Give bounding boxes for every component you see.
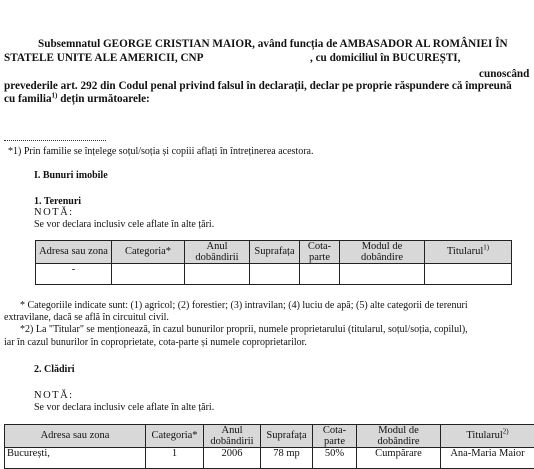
table-row (36, 264, 512, 285)
note-categories-b: extravilane, dacă se află în circuitul civil. (4, 312, 169, 323)
footnote-family: *1) Prin familie se înțelege soțul/soția și copiii aflați în întreținerea acestora. (8, 146, 313, 157)
land-col-owner-sup: 1) (483, 244, 489, 252)
bld-cell-area: 78 mp (261, 448, 313, 469)
land-cell-area (250, 264, 300, 285)
bld-cell-mode: Cumpărare (357, 448, 441, 469)
land-col-year: Anul dobândirii (185, 241, 250, 264)
section-2-nota-text: Se vor declara inclusiv cele aflate în alte țări. (34, 402, 214, 413)
section-2-nota-label: NOTĂ: (34, 390, 74, 401)
bld-col-owner (441, 425, 534, 448)
note-titular-a: *2) La "Titular" se menționează, în cazul bunurilor proprii, numele proprietarului (titularul, soțul/soția, copilul), (20, 324, 468, 335)
bld-col-share: Cota-parte (313, 425, 357, 448)
land-col-mode: Modul de dobândire (340, 241, 425, 264)
bld-cell-year: 2006 (204, 448, 261, 469)
section-1-nota-label: NOTĂ: (34, 207, 74, 218)
land-cell-year (185, 264, 250, 285)
bld-cell-address: București, (5, 448, 146, 469)
table-row (5, 448, 534, 469)
note-titular-b: iar în cazul bunurilor în coproprietate, cota-parte și numele coproprietarilor. (4, 337, 307, 348)
land-col-owner-label: Titularul (447, 246, 483, 257)
intro-family-sup: 1) (52, 91, 58, 99)
land-col-share: Cota-parte (300, 241, 340, 264)
bld-cell-owner: Ana-Maria Maior (441, 448, 534, 469)
land-cell-share (300, 264, 340, 285)
land-col-area: Suprafața (250, 241, 300, 264)
land-cell-owner (425, 264, 512, 285)
intro-line-1: Subsemnatul GEORGE CRISTIAN MAIOR, având funcția de AMBASADOR AL ROMÂNIEI ÎN (38, 38, 508, 50)
land-table (35, 240, 512, 285)
section-1-nota-text: Se vor declara inclusiv cele aflate în alte țări. (34, 219, 214, 230)
land-cell-category (112, 264, 185, 285)
land-cell-mode (340, 264, 425, 285)
bld-cell-share: 50% (313, 448, 357, 469)
intro-line-2b: , cu domiciliul în BUCUREȘTI, (310, 52, 460, 64)
section-1-title: I. Bunuri imobile (34, 170, 108, 181)
intro-line-4: prevederile art. 292 din Codul penal privind falsul în declarații, declar pe proprie răspundere că împreună (4, 80, 512, 92)
bld-col-year: Anul dobândirii (204, 425, 261, 448)
section-1-subtitle: 1. Terenuri (34, 196, 81, 207)
intro-line-3: cunoscând (479, 68, 529, 80)
land-col-address: Adresa sau zona (36, 241, 112, 264)
land-col-owner (425, 241, 512, 264)
note-categories-a: * Categoriile indicate sunt: (1) agricol; (2) forestier; (3) intravilan; (4) luciu de apă; (5) alte categorii de terenuri (20, 300, 468, 311)
land-cell-address: - (36, 264, 112, 285)
bld-col-owner-sup: 2) (503, 428, 509, 436)
intro-line-2a: STATELE UNITE ALE AMERICII, CNP (4, 52, 203, 64)
bld-col-category: Categoria* (146, 425, 204, 448)
bld-col-area: Suprafața (261, 425, 313, 448)
section-2-title: 2. Clădiri (34, 364, 75, 375)
bld-col-address: Adresa sau zona (5, 425, 146, 448)
intro-line-5-end: dețin următoarele: (57, 93, 149, 105)
buildings-table (4, 424, 534, 469)
bld-col-owner-label: Titularul (466, 430, 502, 441)
intro-family-word: cu familia (4, 93, 52, 105)
intro-line-5 (4, 93, 150, 105)
land-col-category: Categoria* (112, 241, 185, 264)
bld-cell-category: 1 (146, 448, 204, 469)
bld-col-mode: Modul de dobândire (357, 425, 441, 448)
footnote-separator (4, 140, 106, 141)
